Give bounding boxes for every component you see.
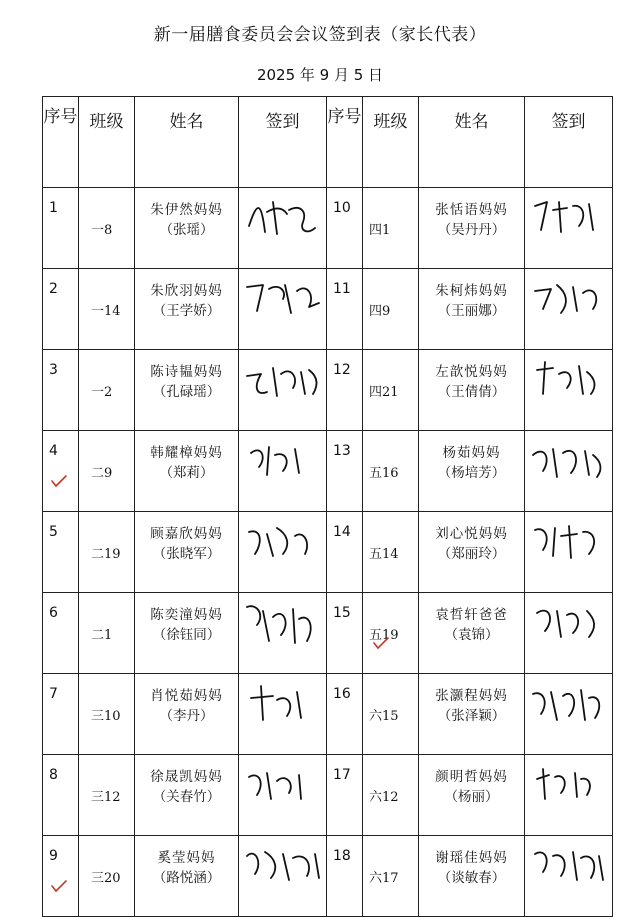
class-cell (79, 836, 135, 917)
parent-name: （张瑶） (159, 222, 214, 238)
class-label: 二19 (91, 546, 121, 562)
parent-name: （杨丽） (444, 789, 499, 805)
signature-cell (525, 188, 613, 269)
class-cell (79, 512, 135, 593)
sheet-title: 新一届膳食委员会会议签到表（家长代表） (153, 25, 487, 45)
handwritten-signature (529, 516, 609, 572)
name-cell (419, 674, 525, 755)
class-cell (363, 350, 419, 431)
signature-cell (525, 836, 613, 917)
header-sign: 签到 (239, 97, 327, 188)
seq-cell (327, 674, 363, 755)
child-relation: 谢瑶佳妈妈 (435, 850, 508, 866)
class-cell (79, 593, 135, 674)
table-row (43, 512, 613, 593)
parent-name: （张晓军） (152, 546, 221, 562)
table-row (43, 431, 613, 512)
signature-cell (239, 512, 327, 593)
class-cell (79, 755, 135, 836)
class-label: 四9 (369, 303, 391, 319)
seq-number: 18 (333, 848, 351, 864)
seq-cell (327, 188, 363, 269)
name-cell (419, 269, 525, 350)
handwritten-signature (243, 759, 323, 815)
name-cell (419, 836, 525, 917)
signature-cell (525, 431, 613, 512)
name-cell (419, 188, 525, 269)
sign-in-table (42, 96, 613, 917)
class-label: 四21 (369, 384, 399, 400)
handwritten-signature (243, 678, 323, 734)
parent-name: （王倩倩） (437, 384, 506, 400)
parent-name: （王学娇） (152, 303, 221, 319)
child-relation: 袁哲轩爸爸 (435, 607, 508, 623)
signature-cell (239, 431, 327, 512)
seq-number: 15 (333, 605, 351, 621)
child-relation: 朱伊然妈妈 (150, 202, 223, 218)
header-sign: 签到 (525, 97, 613, 188)
header-class: 班级 (79, 97, 135, 188)
check-mark-icon (373, 637, 387, 647)
seq-cell (43, 755, 79, 836)
seq-number: 12 (333, 362, 351, 378)
child-relation: 韩耀樟妈妈 (150, 445, 223, 461)
seq-number: 11 (333, 281, 351, 297)
table-row (43, 674, 613, 755)
signature-cell (525, 512, 613, 593)
handwritten-signature (243, 840, 323, 896)
handwritten-signature (243, 192, 323, 248)
class-label: 六15 (369, 708, 399, 724)
header-name: 姓名 (135, 97, 239, 188)
signature-cell (239, 269, 327, 350)
handwritten-signature (529, 678, 609, 734)
class-cell (363, 512, 419, 593)
parent-name: （李丹） (159, 708, 214, 724)
header-seq: 序号 (43, 97, 79, 188)
child-relation: 刘心悦妈妈 (435, 526, 508, 542)
class-label: 一8 (91, 222, 113, 238)
seq-cell (327, 755, 363, 836)
name-cell (135, 188, 239, 269)
class-label: 六12 (369, 789, 399, 805)
check-mark-icon (51, 475, 65, 485)
child-relation: 杨茹妈妈 (442, 445, 501, 461)
class-label: 四1 (369, 222, 391, 238)
class-cell (79, 269, 135, 350)
seq-number: 8 (49, 767, 58, 783)
seq-number: 13 (333, 443, 351, 459)
child-relation: 朱柯炜妈妈 (435, 283, 508, 299)
signature-cell (239, 593, 327, 674)
signature-cell (525, 269, 613, 350)
parent-name: （杨培芳） (437, 465, 506, 481)
class-cell (363, 755, 419, 836)
name-cell (419, 350, 525, 431)
seq-number: 16 (333, 686, 351, 702)
parent-name: （王丽娜） (437, 303, 506, 319)
class-label: 五19 (369, 627, 399, 643)
seq-number: 10 (333, 200, 351, 216)
class-label: 一14 (91, 303, 121, 319)
parent-name: （徐钰同） (152, 627, 221, 643)
handwritten-signature (529, 354, 609, 410)
handwritten-signature (243, 435, 323, 491)
class-cell (79, 674, 135, 755)
seq-cell (327, 431, 363, 512)
signature-cell (525, 755, 613, 836)
class-label: 三12 (91, 789, 121, 805)
parent-name: （袁锦） (444, 627, 499, 643)
seq-number: 6 (49, 605, 58, 621)
child-relation: 左歆悦妈妈 (435, 364, 508, 380)
class-label: 五16 (369, 465, 399, 481)
table-row (43, 593, 613, 674)
handwritten-signature (529, 435, 609, 491)
child-relation: 朱欣羽妈妈 (150, 283, 223, 299)
handwritten-signature (529, 759, 609, 815)
seq-cell (43, 431, 79, 512)
seq-cell (327, 836, 363, 917)
signature-cell (239, 674, 327, 755)
signature-cell (525, 593, 613, 674)
handwritten-signature (529, 273, 609, 329)
signature-cell (239, 836, 327, 917)
parent-name: （关春竹） (152, 789, 221, 805)
name-cell (135, 269, 239, 350)
seq-number: 1 (49, 200, 58, 216)
class-label: 三20 (91, 870, 121, 886)
sheet-date: 2025 年 9 月 5 日 (256, 66, 384, 84)
table-row (43, 188, 613, 269)
seq-cell (43, 512, 79, 593)
class-cell (79, 188, 135, 269)
table-row (43, 755, 613, 836)
seq-cell (43, 350, 79, 431)
class-cell (363, 269, 419, 350)
seq-number: 9 (49, 848, 58, 864)
handwritten-signature (243, 273, 323, 329)
header-row (43, 97, 613, 188)
name-cell (135, 674, 239, 755)
seq-cell (327, 512, 363, 593)
header-name: 姓名 (419, 97, 525, 188)
class-cell (363, 836, 419, 917)
seq-number: 4 (49, 443, 58, 459)
parent-name: （谈敏春） (437, 870, 506, 886)
class-cell (363, 593, 419, 674)
table-row (43, 836, 613, 917)
name-cell (419, 512, 525, 593)
child-relation: 张恬语妈妈 (435, 202, 508, 218)
handwritten-signature (243, 597, 323, 653)
class-cell (363, 674, 419, 755)
parent-name: （张泽颖） (437, 708, 506, 724)
parent-name: （吴丹丹） (437, 222, 506, 238)
header-seq: 序号 (327, 97, 363, 188)
child-relation: 徐晟凯妈妈 (150, 769, 223, 785)
seq-cell (43, 188, 79, 269)
table-row (43, 269, 613, 350)
check-mark-icon (51, 880, 65, 890)
name-cell (419, 593, 525, 674)
handwritten-signature (529, 597, 609, 653)
child-relation: 顾嘉欣妈妈 (150, 526, 223, 542)
seq-cell (43, 674, 79, 755)
name-cell (419, 431, 525, 512)
signature-cell (239, 188, 327, 269)
class-label: 六17 (369, 870, 399, 886)
header-class: 班级 (363, 97, 419, 188)
name-cell (135, 431, 239, 512)
seq-number: 17 (333, 767, 351, 783)
name-cell (135, 350, 239, 431)
parent-name: （郑丽玲） (437, 546, 506, 562)
class-cell (363, 431, 419, 512)
child-relation: 奚莹妈妈 (157, 850, 216, 866)
child-relation: 张灏程妈妈 (435, 688, 508, 704)
class-label: 二1 (91, 627, 113, 643)
name-cell (135, 836, 239, 917)
signature-cell (239, 350, 327, 431)
name-cell (135, 593, 239, 674)
class-label: 二9 (91, 465, 113, 481)
child-relation: 陈诗韫妈妈 (150, 364, 223, 380)
name-cell (135, 755, 239, 836)
seq-number: 14 (333, 524, 351, 540)
parent-name: （孔碌瑶） (152, 384, 221, 400)
seq-number: 2 (49, 281, 58, 297)
seq-number: 5 (49, 524, 58, 540)
child-relation: 肖悦茹妈妈 (150, 688, 223, 704)
seq-cell (43, 269, 79, 350)
signature-cell (525, 350, 613, 431)
seq-cell (327, 350, 363, 431)
class-label: 三10 (91, 708, 121, 724)
parent-name: （郑莉） (159, 465, 214, 481)
class-label: 一2 (91, 384, 113, 400)
signature-cell (239, 755, 327, 836)
handwritten-signature (243, 354, 323, 410)
handwritten-signature (243, 516, 323, 572)
handwritten-signature (529, 192, 609, 248)
child-relation: 颜明哲妈妈 (435, 769, 508, 785)
class-label: 五14 (369, 546, 399, 562)
class-cell (79, 350, 135, 431)
seq-cell (327, 269, 363, 350)
class-cell (79, 431, 135, 512)
seq-cell (43, 593, 79, 674)
seq-cell (43, 836, 79, 917)
child-relation: 陈奕潼妈妈 (150, 607, 223, 623)
handwritten-signature (529, 840, 609, 896)
name-cell (419, 755, 525, 836)
signature-cell (525, 674, 613, 755)
parent-name: （路悦涵） (152, 870, 221, 886)
class-cell (363, 188, 419, 269)
seq-number: 7 (49, 686, 58, 702)
name-cell (135, 512, 239, 593)
seq-number: 3 (49, 362, 58, 378)
table-row (43, 350, 613, 431)
seq-cell (327, 593, 363, 674)
